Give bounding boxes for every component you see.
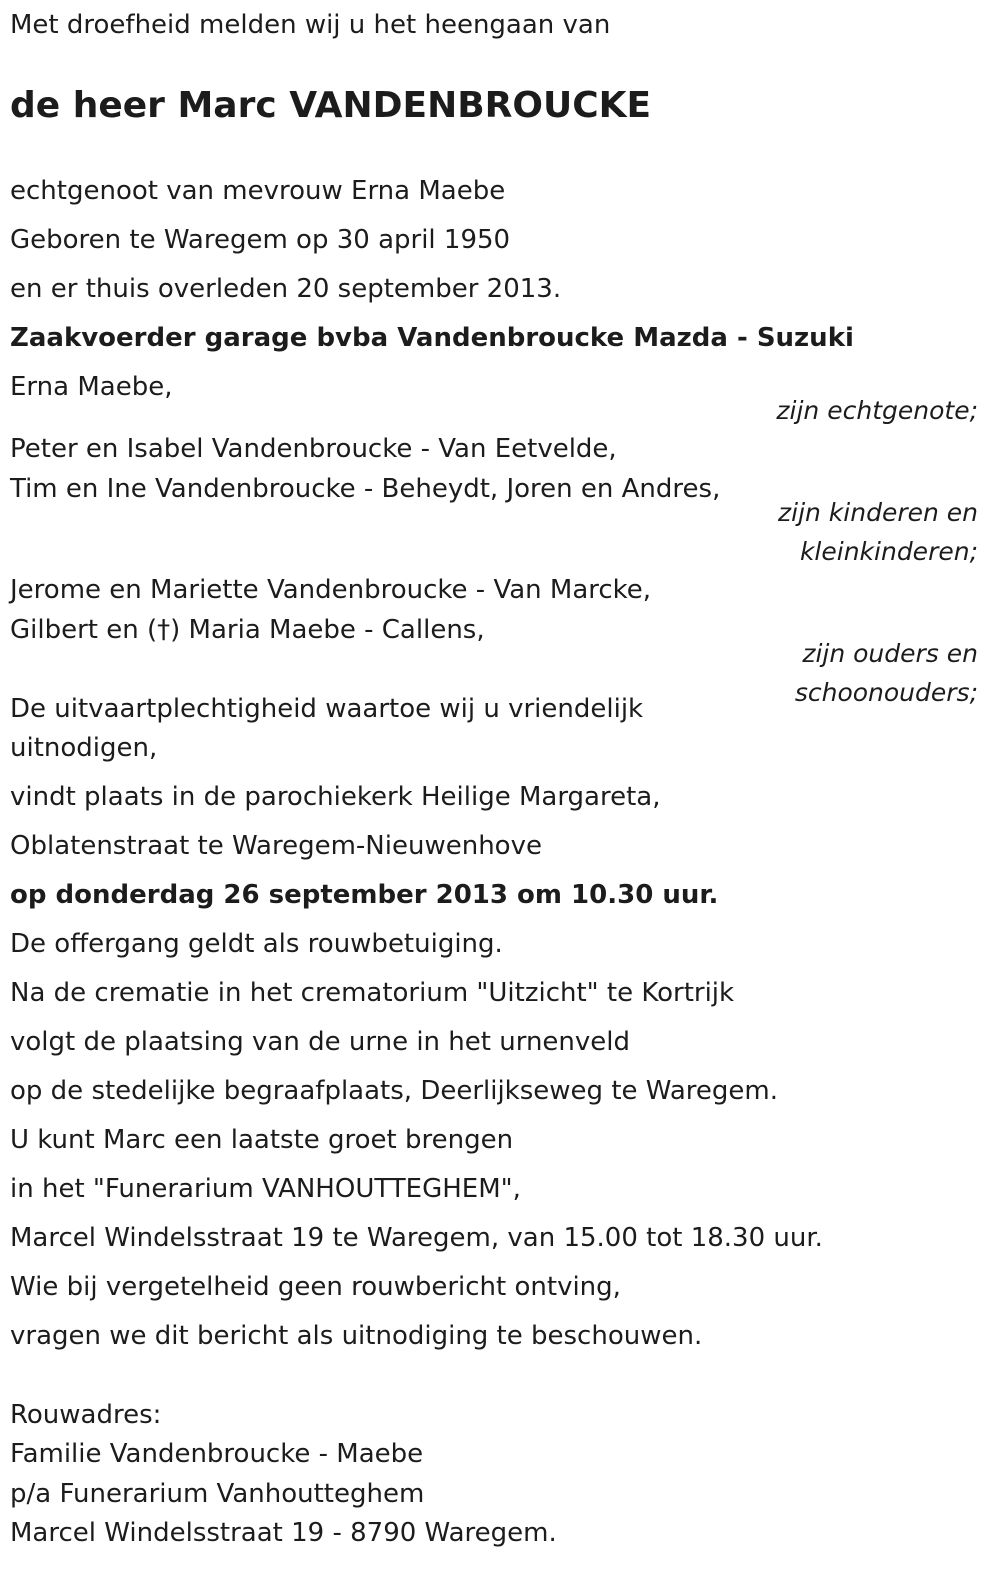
spouse-name: Erna Maebe, xyxy=(10,372,173,402)
birth-detail: Geboren te Waregem op 30 april 1950 xyxy=(10,225,511,255)
intro-text: Met droefheid melden wij u het heengaan van xyxy=(10,10,611,40)
visitation-line: U kunt Marc een laatste groet brengen xyxy=(10,1125,514,1155)
address-line: Marcel Windelsstraat 19 - 8790 Waregem. xyxy=(10,1518,557,1548)
notice-line: vragen we dit bericht als uitnodiging te beschouwen. xyxy=(10,1321,703,1351)
spouse-detail: echtgenoot van mevrouw Erna Maebe xyxy=(10,176,506,206)
visitation-line: in het "Funerarium VANHOUTTEGHEM", xyxy=(10,1174,521,1204)
death-detail: en er thuis overleden 20 september 2013. xyxy=(10,274,562,304)
ceremony-street: Oblatenstraat te Waregem-Nieuwenhove xyxy=(10,831,542,861)
cremation-line: volgt de plaatsing van de urne in het urnenveld xyxy=(10,1027,631,1057)
children-role: zijn kinderen en xyxy=(778,498,978,527)
address-label: Rouwadres: xyxy=(10,1400,162,1430)
ceremony-place: vindt plaats in de parochiekerk Heilige Margareta, xyxy=(10,782,661,812)
child-line: Peter en Isabel Vandenbroucke - Van Eetvelde, xyxy=(10,434,617,464)
child-line: Tim en Ine Vandenbroucke - Beheydt, Joren en Andres, xyxy=(10,474,721,504)
children-role: kleinkinderen; xyxy=(799,537,978,566)
parents-role: zijn ouders en xyxy=(802,639,978,668)
notice-line: Wie bij vergetelheid geen rouwbericht ontving, xyxy=(10,1272,621,1302)
cremation-line: op de stedelijke begraafplaats, Deerlijkseweg te Waregem. xyxy=(10,1076,778,1106)
spouse-role: zijn echtgenote; xyxy=(776,396,978,425)
parent-line: Jerome en Mariette Vandenbroucke - Van Marcke, xyxy=(10,575,652,605)
parent-line: Gilbert en (†) Maria Maebe - Callens, xyxy=(10,615,485,645)
deceased-name-title: de heer Marc VANDENBROUCKE xyxy=(10,85,652,126)
occupation-text: Zaakvoerder garage bvba Vandenbroucke Mazda - Suzuki xyxy=(10,323,854,353)
ceremony-invite: uitnodigen, xyxy=(10,733,158,763)
ceremony-invite: De uitvaartplechtigheid waartoe wij u vriendelijk xyxy=(10,694,644,724)
address-line: p/a Funerarium Vanhoutteghem xyxy=(10,1479,425,1509)
cremation-line: Na de crematie in het crematorium "Uitzicht" te Kortrijk xyxy=(10,978,735,1008)
visitation-line: Marcel Windelsstraat 19 te Waregem, van 15.00 tot 18.30 uur. xyxy=(10,1223,823,1253)
ceremony-datetime: op donderdag 26 september 2013 om 10.30 uur. xyxy=(10,880,719,910)
address-line: Familie Vandenbroucke - Maebe xyxy=(10,1439,424,1469)
parents-role: schoonouders; xyxy=(794,678,978,707)
offering-text: De offergang geldt als rouwbetuiging. xyxy=(10,929,503,959)
